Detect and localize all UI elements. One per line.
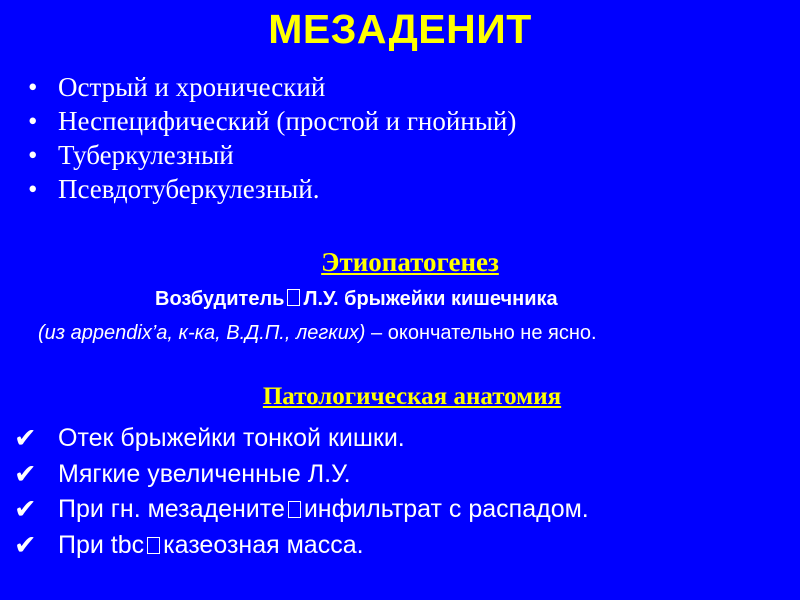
checkmark-icon: ✔ — [14, 423, 37, 453]
arrow-placeholder-icon — [288, 501, 301, 518]
list-item — [14, 421, 589, 457]
list-item-text: Мягкие увеличенные Л.У. — [58, 459, 351, 488]
checkmark-icon: ✔ — [14, 494, 37, 524]
etiopathogenesis-heading: Этиопатогенез — [321, 247, 499, 277]
list-item-text-after: инфильтрат с распадом. — [303, 495, 589, 523]
list-item — [14, 457, 589, 493]
checkmark-icon: ✔ — [14, 529, 37, 560]
etiopathogenesis-line1 — [155, 288, 558, 311]
anatomy-list — [14, 421, 589, 563]
list-item — [14, 528, 589, 564]
list-item — [28, 104, 516, 138]
list-item-text: Неспецифический (простой и гнойный) — [58, 106, 517, 136]
source-note: – окончательно не ясно. — [365, 322, 597, 344]
list-item-text: Псевдотуберкулезный. — [58, 174, 320, 204]
pathogen-target: Л.У. брыжейки кишечника — [303, 288, 558, 310]
arrow-placeholder-icon — [147, 537, 160, 554]
list-item — [28, 138, 516, 172]
bullet-icon: • — [28, 72, 38, 102]
list-item — [28, 172, 516, 206]
bullet-icon: • — [28, 174, 38, 204]
list-item-text-after: казеозная масса. — [163, 530, 364, 559]
bullet-icon: • — [28, 106, 38, 136]
pathological-anatomy-heading: Патологическая анатомия — [262, 383, 562, 410]
list-item-text: Туберкулезный — [58, 140, 234, 170]
arrow-placeholder-icon — [287, 289, 300, 306]
list-item — [28, 70, 516, 104]
list-item-text: При tbc — [58, 530, 145, 559]
checkmark-icon: ✔ — [14, 458, 37, 489]
list-item — [14, 492, 589, 528]
slide-title: МЕЗАДЕНИТ — [268, 6, 532, 52]
etiopathogenesis-line2 — [38, 322, 597, 345]
list-item-text: При гн. мезадените — [58, 495, 285, 523]
source-list: (из appendix’а, к-ка, В.Д.П., легких) — [38, 322, 366, 344]
pathogen-label: Возбудитель — [155, 288, 285, 310]
bullet-icon: • — [28, 140, 38, 170]
list-item-text: Отек брыжейки тонкой кишки. — [58, 424, 405, 452]
list-item-text: Острый и хронический — [58, 72, 326, 102]
type-list — [28, 70, 516, 206]
